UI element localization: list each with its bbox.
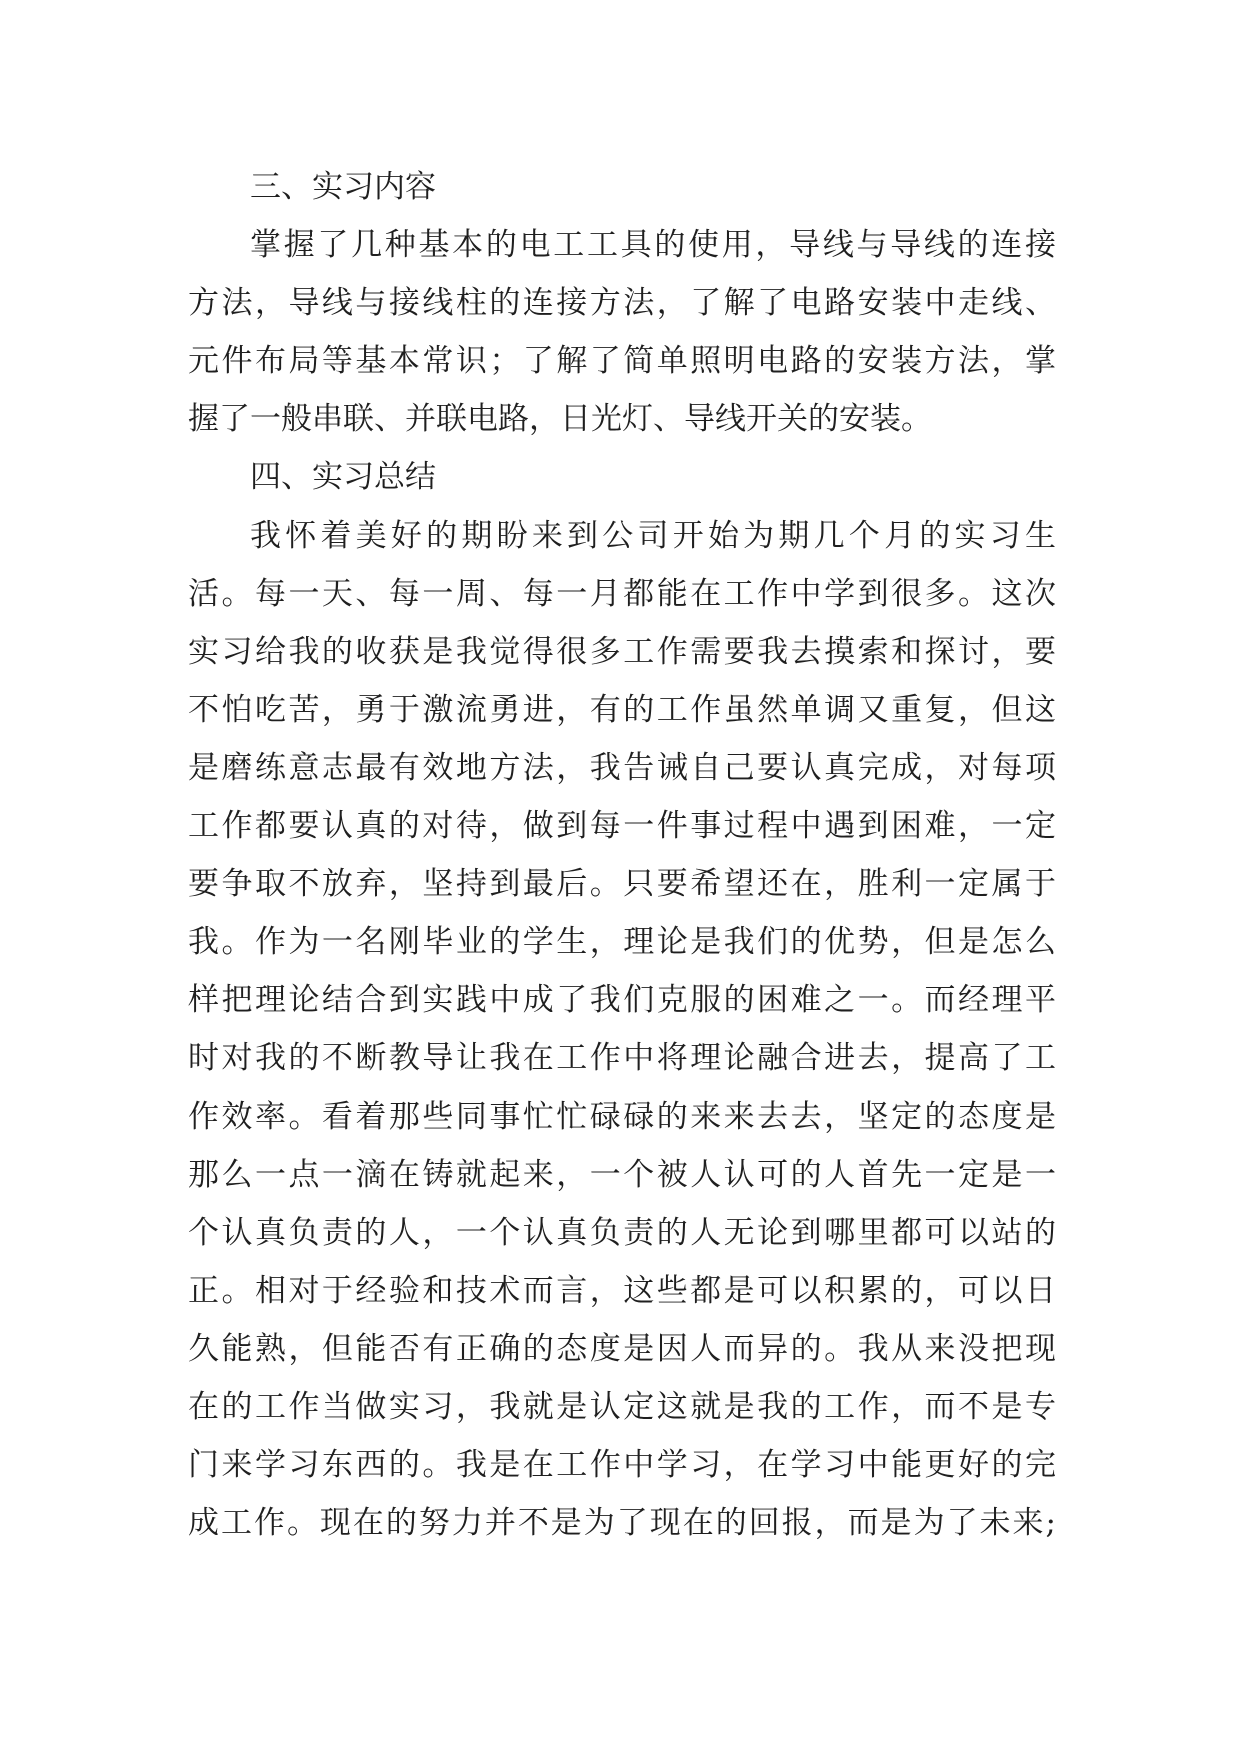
paragraph-line: 成工作。现在的努力并不是为了现在的回报，而是为了未来; [188, 1505, 1056, 1542]
paragraph-line: 活。每一天、每一周、每一月都能在工作中学到很多。这次 [188, 575, 1056, 612]
paragraph-line: 掌握了几种基本的电工工具的使用，导线与导线的连接 [250, 227, 1056, 264]
paragraph-line: 那么一点一滴在铸就起来，一个被人认可的人首先一定是一 [188, 1156, 1056, 1193]
section-heading-practice-content: 三、实习内容 [250, 169, 436, 205]
paragraph-line: 方法，导线与接线柱的连接方法，了解了电路安装中走线、 [188, 285, 1056, 322]
paragraph-line: 久能熟，但能否有正确的态度是因人而异的。我从来没把现 [188, 1330, 1056, 1367]
paragraph-line: 正。相对于经验和技术而言，这些都是可以积累的，可以日 [188, 1272, 1056, 1309]
section-heading-practice-summary: 四、实习总结 [250, 459, 436, 496]
paragraph-line: 在的工作当做实习，我就是认定这就是我的工作，而不是专 [188, 1388, 1056, 1425]
document-body [188, 158, 1056, 1552]
paragraph-line: 我。作为一名刚毕业的学生，理论是我们的优势，但是怎么 [188, 924, 1056, 961]
paragraph-line: 是磨练意志最有效地方法，我告诫自己要认真完成，对每项 [188, 749, 1056, 786]
paragraph-line: 作效率。看着那些同事忙忙碌碌的来来去去，坚定的态度是 [188, 1098, 1056, 1135]
paragraph-line: 个认真负责的人，一个认真负责的人无论到哪里都可以站的 [188, 1214, 1056, 1251]
paragraph-line: 时对我的不断教导让我在工作中将理论融合进去，提高了工 [188, 1040, 1056, 1077]
paragraph-line: 门来学习东西的。我是在工作中学习，在学习中能更好的完 [188, 1447, 1056, 1484]
paragraph-line: 元件布局等基本常识；了解了简单照明电路的安装方法，掌 [188, 343, 1056, 380]
paragraph-line: 我怀着美好的期盼来到公司开始为期几个月的实习生 [250, 517, 1056, 554]
paragraph-line: 握了一般串联、并联电路，日光灯、导线开关的安装。 [188, 401, 932, 438]
paragraph-line: 要争取不放弃，坚持到最后。只要希望还在，胜利一定属于 [188, 866, 1056, 903]
paragraph-line: 实习给我的收获是我觉得很多工作需要我去摸索和探讨，要 [188, 633, 1056, 670]
paragraph-line: 工作都要认真的对待，做到每一件事过程中遇到困难，一定 [188, 808, 1056, 845]
paragraph-line: 不怕吃苦，勇于激流勇进，有的工作虽然单调又重复，但这 [188, 691, 1056, 728]
paragraph-line: 样把理论结合到实践中成了我们克服的困难之一。而经理平 [188, 982, 1056, 1019]
